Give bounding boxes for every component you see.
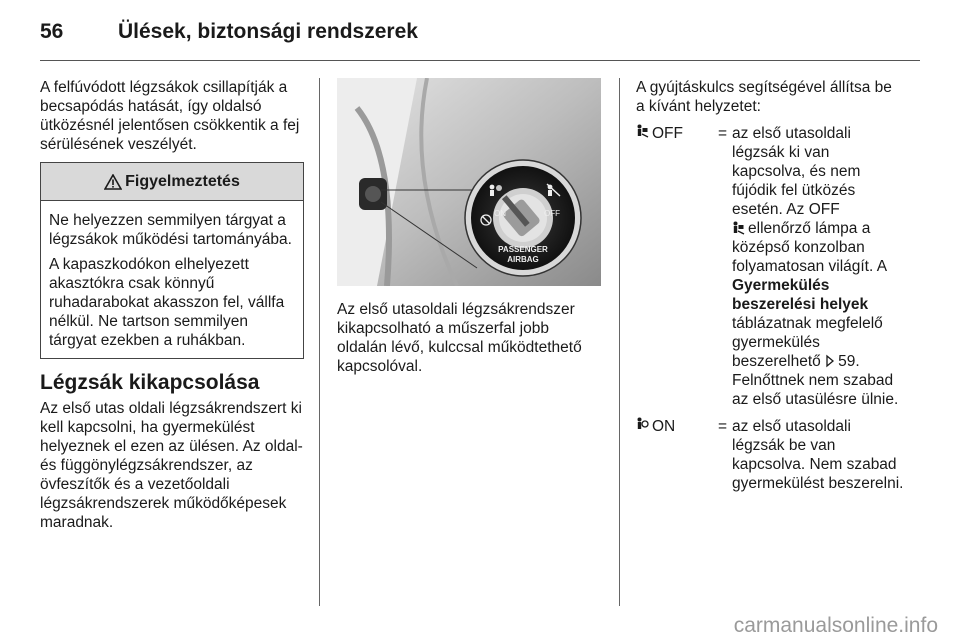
option-off-description — [732, 124, 904, 409]
column-middle — [337, 78, 601, 376]
column-right — [636, 78, 904, 493]
airbag-off-icon — [636, 124, 649, 138]
warning-box — [40, 162, 304, 359]
warning-body — [41, 201, 303, 358]
intro-paragraph: A felfúvódott légzsákok csillapítják a becsapódás hatását, így oldalsó ütközésnél jelentősen csökkentik a fej sérülésének veszélyét. — [40, 79, 300, 153]
option-on-description: az első utasoldali légzsák be van kapcsolva. Nem szabad gyermekülést beszerelni. — [732, 418, 904, 492]
header-divider — [40, 60, 920, 61]
switch-airbag-label: AIRBAG — [507, 255, 539, 264]
switch-passenger-label: PASSENGER — [498, 245, 548, 254]
figure-caption: Az első utasoldali légzsákrendszer kikapcsolható a műszerfal jobb oldalán lévő, kulccsal működtethető kapcsolóval. — [337, 301, 582, 375]
warning-triangle-icon — [104, 174, 122, 190]
section-heading: Légzsák kikapcsolása — [40, 371, 260, 394]
warning-title: Figyelmeztetés — [125, 173, 240, 190]
option-off-label: OFF — [652, 125, 683, 142]
instruction-intro: A gyújtáskulcs segítségével állítsa be a kívánt helyzetet: — [636, 79, 892, 115]
column-divider-1 — [319, 78, 320, 606]
option-off-desc-c: táblázatnak megfelelő gyermekülés beszerelhető — [732, 315, 883, 370]
warning-header — [41, 163, 303, 201]
warning-paragraph-2: A kapaszkodókon elhelyezett akasztókra csak könnyű ruhadarabokat akasszon fel, vállfa nélkül. Ne tartson semmilyen tárgyat ezekben a ruhákban. — [49, 256, 285, 349]
airbag-switch-photo — [337, 78, 601, 286]
airbag-switch-illustration — [337, 78, 601, 286]
page-reference[interactable]: 59. — [838, 353, 860, 370]
section-paragraph: Az első utas oldali légzsákrendszert ki kell kapcsolni, ha gyermekülést helyeznek el ezen az ülésen. Az oldal- és függönylégzsákrendszer, az övfeszítők és a vezetőoldali légzsákrendszerek működőképesek maradnak. — [40, 400, 303, 531]
option-off-desc-b: ellenőrző lámpa a középső konzolban folyamatosan világít. A — [732, 220, 887, 275]
option-off-desc-d: Felnőttnek nem szabad az első utasülésre ülnie. — [732, 372, 899, 408]
switch-on-label: ON — [494, 209, 506, 218]
watermark: carmanualsonline.info — [733, 614, 938, 637]
option-on-label: ON — [652, 418, 676, 435]
reference-arrow-icon — [825, 354, 835, 368]
child-seat-positions-link[interactable]: Gyermekülés beszerelési helyek — [732, 277, 869, 313]
option-on-row — [636, 417, 904, 493]
warning-paragraph-1: Ne helyezzen semmilyen tárgyat a légzsákok működési tartományába. — [49, 212, 292, 248]
option-off-desc-a: az első utasoldali légzsák ki van kapcsolva, és nem fújódik fel ütközés esetén. Az OFF — [732, 125, 861, 218]
option-off-key — [636, 124, 718, 409]
option-off-row — [636, 124, 904, 409]
option-on-key — [636, 417, 718, 493]
page-header — [40, 20, 920, 60]
page-number: 56 — [40, 20, 64, 43]
switch-off-label: OFF — [544, 209, 560, 218]
airbag-off-indicator-icon — [732, 221, 745, 235]
airbag-on-icon — [636, 417, 649, 431]
page-title: Ülések, biztonsági rendszerek — [118, 20, 418, 43]
option-off-equals: = — [718, 125, 728, 142]
column-left — [40, 78, 304, 532]
column-divider-2 — [619, 78, 620, 606]
option-on-equals: = — [718, 418, 728, 435]
